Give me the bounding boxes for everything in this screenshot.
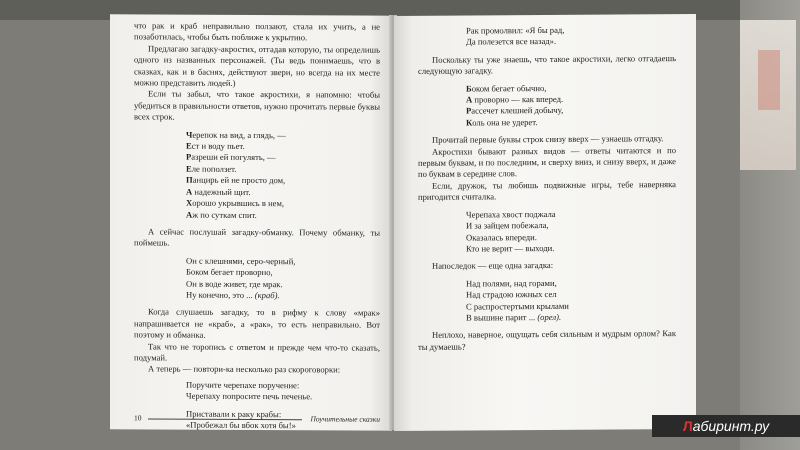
verse-line: Еле поползет. [186,163,237,174]
paragraph: Напоследок — еще одна загадка: [432,260,554,272]
paragraph: Прочитай первые буквы строк снизу вверх — узнаешь отгадку. [432,133,664,146]
paragraph: А сейчас послушай загадку-обманку. Почему обманку, ты поймешь. [134,226,380,248]
verse-line: Да полезется все назад». [466,36,557,47]
paragraph: Неплохо, наверное, ощущать себя сильным и мудрым орлом? Как ты думаешь? [418,328,676,352]
right-page [394,14,696,431]
verse-line: Рак промолвил: «Я бы рад, [466,24,565,36]
verse-line: Коль она не удерет. [466,116,538,128]
paragraph: Если, дружок, ты любишь подвижные игры, тебе наверняка пригодится считалка. [418,178,676,203]
riddle-verse [466,277,676,324]
verse-line: Кто не верит — выходи. [466,242,555,254]
footer-rule [148,418,302,420]
verse-line: Черепаха хвост поджала [466,208,556,220]
verse-line: И за зайцем побежала, [466,220,549,231]
acrostic-verse [466,82,676,129]
poem-verse [466,24,676,48]
verse-line: Боком бегает обычно, [466,82,547,94]
paragraph: Так что не торопись с ответом и прежде чем что-то сказать, подумай. [134,341,380,363]
verse-line: Боком бегает проворно, [186,266,273,278]
counting-rhyme [466,208,676,255]
verse-line: С распростертыми крылами [466,300,569,312]
verse-line: Аж по суткам спит. [186,209,257,220]
running-title: Поучительные сказки [310,413,380,424]
verse-line: Приставали к раку крабы: [186,408,282,419]
verse-line: Он в воде живет, где мрак. [186,278,283,289]
paragraph: Акростихи бывают разных видов — ответы читаются и по первым буквам, и по последним, и сверху вниз, и снизу вверх, и даже по буквам в середине слов. [418,144,676,180]
page-number: 10 [134,412,142,423]
paragraph: Когда слушаешь загадку, то в рифму к слову «мрак» напрашивается не «краб», а «рак», то есть неправильно. Вот поэтому и обманка. [134,306,380,340]
verse-line: Он с клешнями, серо-черный, [186,255,296,266]
paragraph: Предлагаю загадку-акростих, отгадав которую, ты определишь одного из названных персонажей. (Ты ведь понимаешь, что в сказках, как и в баснях, действуют звери, но всегда на их месте можно представить людей.) [134,43,380,88]
riddle-verse [186,255,380,302]
labirint-watermark: Лабиринт.ру [652,415,800,437]
left-page [110,14,392,430]
verse-line: Панцирь ей не просто дом, [186,174,286,186]
paragraph: Если ты забыл, что такое акростихи, я напомню: чтобы убедиться в правильности ответов, нужно прочитать первые буквы всех строк. [134,88,380,122]
verse-line: Разреши ей погулять, — [186,152,276,163]
verse-line: А проворно — как вперед. [466,93,564,105]
verse-line: Поручите черепахе поручение: [186,379,300,391]
paragraph: что рак и краб неправильно ползают, стала их учить, а не позаботилась, чтобы быть поближе к укрытию. [134,20,380,43]
verse-line: Ну конечно, это ... (краб). [186,289,280,301]
verse-line: Черепок на вид, а глядь, — [186,129,286,140]
plastic-wrap [740,20,796,170]
paragraph: А теперь — повтори-ка несколько раз скороговорки: [148,363,341,375]
verse-line: Рассечет клешней добычу, [466,105,564,116]
verse-line: Над страдою южных сел [466,289,557,300]
verse-line: Хорошо укрывшись в нем, [186,197,285,209]
paragraph: Поскольку ты уже знаешь, что такое акростихи, легко отгадаешь следующую загадку. [418,52,676,77]
verse-line: В вышине парит ... (орел). [466,311,562,323]
verse-line: Над полями, над горами, [466,277,557,289]
verse-line: Ест и воду пьет. [186,140,245,152]
verse-line: Черепаху попросите печь печенье. [186,390,313,402]
verse-line: А надежный щит. [186,186,251,197]
verse-line: Оказалась впереди. [466,231,537,243]
page-footer [134,409,380,424]
verse-line: «Пробежал бы вбок хотя бы!» [186,419,296,431]
acrostic-verse [186,129,380,221]
